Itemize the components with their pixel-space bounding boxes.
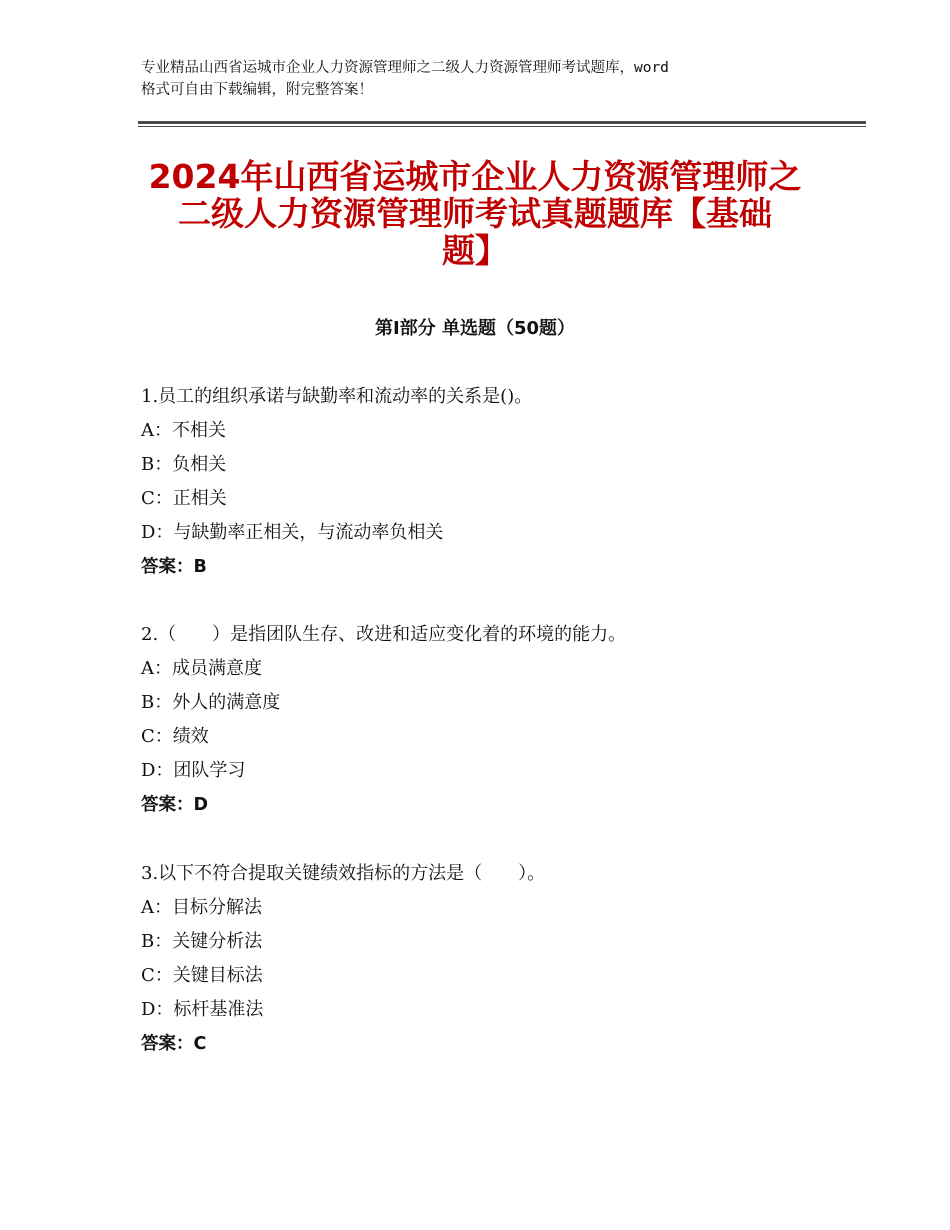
document-title-line-3: 题】: [442, 231, 508, 270]
question-1-option-c: C：正相关: [141, 488, 227, 509]
header-note-line-1: 专业精品山西省运城市企业人力资源管理师之二级人力资源管理师考试题库，word: [141, 60, 669, 76]
question-1-stem: 1.员工的组织承诺与缺勤率和流动率的关系是()。: [141, 386, 533, 407]
question-2-option-a: A：成员满意度: [141, 658, 262, 679]
question-3-option-a: A：目标分解法: [141, 897, 262, 918]
document-title: [130, 158, 820, 269]
question-3-option-b: B：关键分析法: [141, 931, 263, 952]
question-1-answer: 答案：B: [141, 557, 207, 577]
question-2-answer: 答案：D: [141, 795, 209, 815]
question-1-option-b: B：负相关: [141, 454, 227, 475]
header-note: [141, 57, 821, 101]
header-divider-thick: [138, 121, 866, 124]
section-title: 第Ⅰ部分 单选题（50题）: [374, 318, 575, 339]
question-1-option-d: D：与缺勤率正相关，与流动率负相关: [141, 522, 444, 543]
header-note-line-2: 格式可自由下载编辑，附完整答案！: [141, 82, 373, 98]
document-title-line-1: 2024年山西省运城市企业人力资源管理师之: [148, 157, 802, 196]
question-3-stem: 3.以下不符合提取关键绩效指标的方法是（ ）。: [141, 863, 546, 884]
question-3-option-c: C：关键目标法: [141, 965, 263, 986]
header-divider-thin: [138, 126, 866, 127]
question-2-option-c: C：绩效: [141, 726, 209, 747]
document-title-line-2: 二级人力资源管理师考试真题题库【基础: [178, 194, 772, 233]
question-2-stem: 2.（ ）是指团队生存、改进和适应变化着的环境的能力。: [141, 624, 627, 645]
question-2-option-b: B：外人的满意度: [141, 692, 281, 713]
question-3-option-d: D：标杆基准法: [141, 999, 264, 1020]
question-1-option-a: A：不相关: [141, 420, 226, 441]
question-3-answer: 答案：C: [141, 1034, 207, 1054]
question-2-option-d: D：团队学习: [141, 760, 246, 781]
